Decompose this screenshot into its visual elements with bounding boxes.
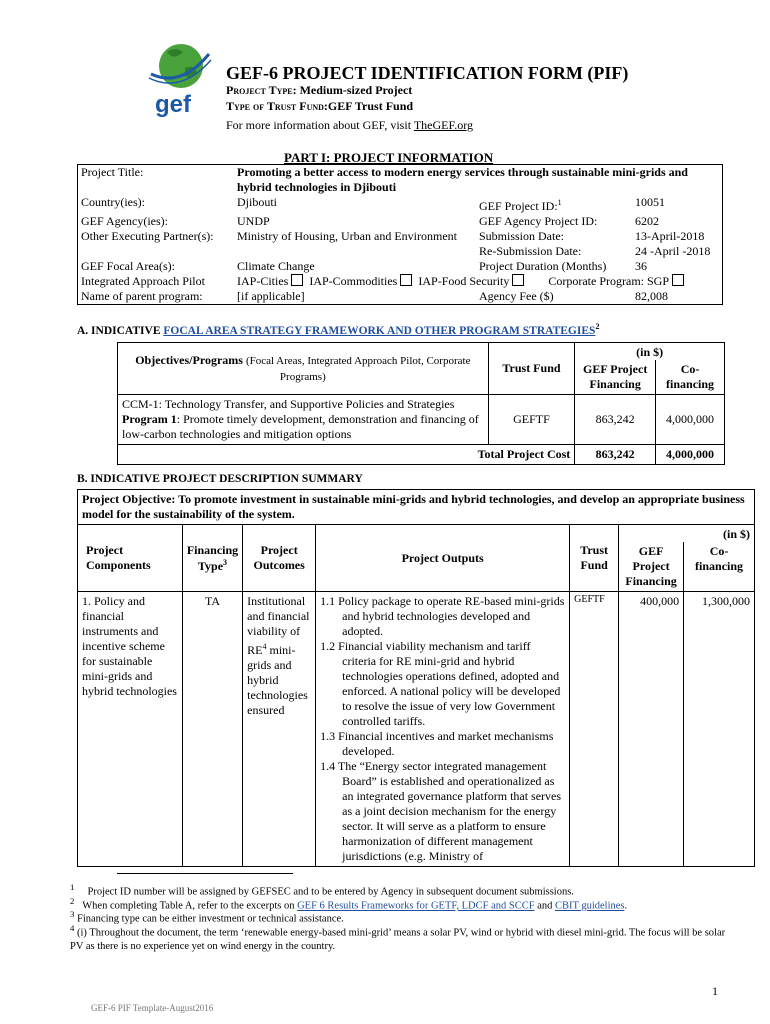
section-b-heading: B. INDICATIVE PROJECT DESCRIPTION SUMMARY xyxy=(77,473,363,485)
focal-area-label: GEF Focal Area(s): xyxy=(78,259,235,274)
footnote-4: $^4$ (i) Throughout the document, the term ‘renewable energy-based mini-grid’ means a solar PV, wind or hybrid with diesel mini-grid. The focus will be solar PV as there is no experience yet on wind energy in the country. xyxy=(70,923,726,952)
list-item: 1.1 Policy package to operate RE-based mini-grids and hybrid technologies developed and adopted. xyxy=(320,594,565,638)
project-type-line xyxy=(226,83,412,98)
total-gef: 863,242 xyxy=(575,445,656,465)
resubmission-date-label: Re-Submission Date: xyxy=(479,244,582,258)
duration-value: 36 xyxy=(632,259,723,274)
program-text: Program 1: Promote timely development, demonstration and financing of low-carbon technologies and mitigation options xyxy=(122,412,479,441)
submission-date-value: 13-April-2018 xyxy=(632,229,723,244)
countries-value: Djibouti xyxy=(237,195,278,209)
col-cofinancing: Co-financing xyxy=(656,360,725,395)
results-framework-link[interactable]: GEF 6 Results Frameworks for GETF, LDCF and SCCF xyxy=(297,900,535,912)
total-row xyxy=(118,445,725,465)
more-info-line xyxy=(226,118,473,133)
col-gef-financing: GEF Project Financing xyxy=(575,360,656,395)
list-item: 1.3 Financial incentives and market mechanisms developed. xyxy=(320,729,554,758)
total-cofin: 4,000,000 xyxy=(656,445,725,465)
project-title-label: Project Title: xyxy=(78,165,235,196)
iap-cities-checkbox[interactable] xyxy=(291,274,303,286)
col-cofin-b: Co-financing xyxy=(684,542,755,592)
row-cofin: 4,000,000 xyxy=(656,395,725,445)
table-row xyxy=(118,395,725,445)
cofin-cell: 1,300,000 xyxy=(684,592,755,867)
iap-food-checkbox[interactable] xyxy=(512,274,524,286)
gef-project-id-value: 10051 xyxy=(632,195,723,214)
section-a-heading: A. INDICATIVE FOCAL AREA STRATEGY FRAMEWORK AND OTHER PROGRAM STRATEGIES$^2$ xyxy=(77,322,600,337)
col-components: Project Components xyxy=(78,525,183,592)
cbit-guidelines-link[interactable]: CBIT guidelines xyxy=(554,900,625,912)
iap-commodities-label: IAP-Commodities xyxy=(309,274,398,288)
duration-label: Project Duration (Months) xyxy=(479,259,607,273)
focal-area-table xyxy=(117,342,725,465)
page-title: GEF-6 PROJECT IDENTIFICATION FORM (PIF) xyxy=(226,63,629,83)
project-objective: Project Objective: To promote investment in sustainable mini-grids and hybrid technologies, and develop an appropriate business model for the sustainability of the system. xyxy=(78,490,755,525)
objective-cell xyxy=(118,395,489,445)
gef-project-id-label: GEF Project ID:$^1$ xyxy=(479,198,562,213)
table-row xyxy=(78,592,755,867)
component-cell: 1. Policy and financial instruments and incentive scheme for sustainable mini-grids and hybrid technologies xyxy=(78,592,183,867)
col-outcomes: Project Outcomes xyxy=(243,525,316,592)
iap-label: Integrated Approach Pilot xyxy=(78,274,235,289)
gef-logo xyxy=(147,40,213,118)
col-trust-fund: Trust Fund xyxy=(488,343,575,395)
project-info-table xyxy=(77,164,723,305)
outputs-list xyxy=(320,594,565,864)
gef-website-link[interactable]: TheGEF.org xyxy=(413,118,473,132)
outputs-cell xyxy=(316,592,570,867)
parent-program-label: Name of parent program: xyxy=(78,289,235,305)
project-title-value: Promoting a better access to modern energy services through sustainable mini-grids and hybrid technologies in Djibouti xyxy=(234,165,723,196)
project-type-label: Project Type: xyxy=(226,83,297,97)
col-trust-fund-b: Trust Fund xyxy=(570,525,619,592)
trust-fund-value: GEF Trust Fund xyxy=(327,99,414,113)
trust-fund-label: Type of Trust Fund: xyxy=(226,99,328,113)
financing-type-cell: TA xyxy=(182,592,242,867)
agency-fee-label: Agency Fee ($) xyxy=(476,289,632,305)
col-in-dollars-b: (in $) xyxy=(619,525,755,543)
iap-options xyxy=(234,274,723,289)
corporate-program-checkbox[interactable] xyxy=(672,274,684,286)
page-number: 1 xyxy=(712,984,718,998)
footnote-2: $^2$ When completing Table A, refer to the excerpts on GEF 6 Results Frameworks for GETF, LDCF and SCCF and CBIT guidelines. xyxy=(70,896,628,912)
col-objectives: Objectives/Programs (Focal Areas, Integrated Approach Pilot, Corporate Programs) xyxy=(118,343,489,395)
trust-fund-line xyxy=(226,99,413,114)
ccm-title: CCM-1: Technology Transfer, and Supportive Policies and Strategies xyxy=(122,397,455,411)
row-gef: 863,242 xyxy=(575,395,656,445)
footnote-3: $^3$ Financing type can be either investment or technical assistance. xyxy=(70,909,344,925)
iap-food-label: IAP-Food Security xyxy=(418,274,510,288)
col-outputs: Project Outputs xyxy=(316,525,570,592)
strategy-framework-link[interactable]: FOCAL AREA STRATEGY FRAMEWORK AND OTHER PROGRAM STRATEGIES xyxy=(163,324,596,337)
col-in-dollars: (in $) xyxy=(575,343,725,361)
footnote-1: $^1$ Project ID number will be assigned by GEFSEC and to be entered by Agency in subsequent document submissions. xyxy=(70,882,574,898)
list-item: 1.4 The “Energy sector integrated management Board” is established and operationalized as an integrated governance platform that serves as a joint decision mechanism for the energy sector. It will serve as a platform to ensure harmonization of different management jurisdictions (e.g. Ministry of xyxy=(320,759,562,863)
col-gef-b: GEF Project Financing xyxy=(619,542,684,592)
focal-area-value: Climate Change xyxy=(237,259,315,273)
gef-cell: 400,000 xyxy=(619,592,684,867)
total-label: Total Project Cost xyxy=(118,445,575,465)
iap-cities-label: IAP-Cities xyxy=(237,274,289,288)
countries-label: Country(ies): xyxy=(78,195,235,214)
resubmission-date-value: 24 -April -2018 xyxy=(632,244,723,259)
submission-date-label: Submission Date: xyxy=(479,229,565,243)
outcome-cell: Institutional and financial viability of $RE^4$ mini-grids and hybrid technologies ensured xyxy=(243,592,316,867)
footnote-divider xyxy=(117,873,293,874)
agency-project-id-value: 6202 xyxy=(632,214,723,229)
trust-fund-cell: GEFTF xyxy=(570,592,619,867)
agencies-label: GEF Agency(ies): xyxy=(78,214,235,229)
agency-project-id-label: GEF Agency Project ID: xyxy=(479,214,598,228)
page-footer: GEF-6 PIF Template-August2016 xyxy=(91,1003,214,1013)
list-item: 1.2 Financial viability mechanism and tariff criteria for RE mini-grid and hybrid technologies operations defined, adopted and enforced. A national policy will be developed to resolve the issue of very low Government controlled tariffs. xyxy=(320,639,561,728)
exec-partners-value: Ministry of Housing, Urban and Environment xyxy=(237,229,457,243)
parent-program-value: [if applicable] xyxy=(234,289,476,305)
agencies-value: UNDP xyxy=(237,214,270,228)
iap-commodities-checkbox[interactable] xyxy=(400,274,412,286)
agency-fee-value: 82,008 xyxy=(632,289,723,305)
project-type-value: Medium-sized Project xyxy=(299,83,413,97)
globe-icon xyxy=(147,40,213,118)
part1-heading: PART I: PROJECT INFORMATION xyxy=(284,150,494,165)
row-trust-fund: GEFTF xyxy=(488,395,575,445)
exec-partners-label: Other Executing Partner(s): xyxy=(78,229,235,244)
more-info-text: For more information about GEF, visit xyxy=(226,118,412,132)
project-description-table xyxy=(77,489,755,867)
col-financing-type: Financing Type$^3$ xyxy=(182,525,242,592)
logo-text: gef xyxy=(155,91,191,118)
corporate-program-label: Corporate Program: SGP xyxy=(548,274,670,288)
